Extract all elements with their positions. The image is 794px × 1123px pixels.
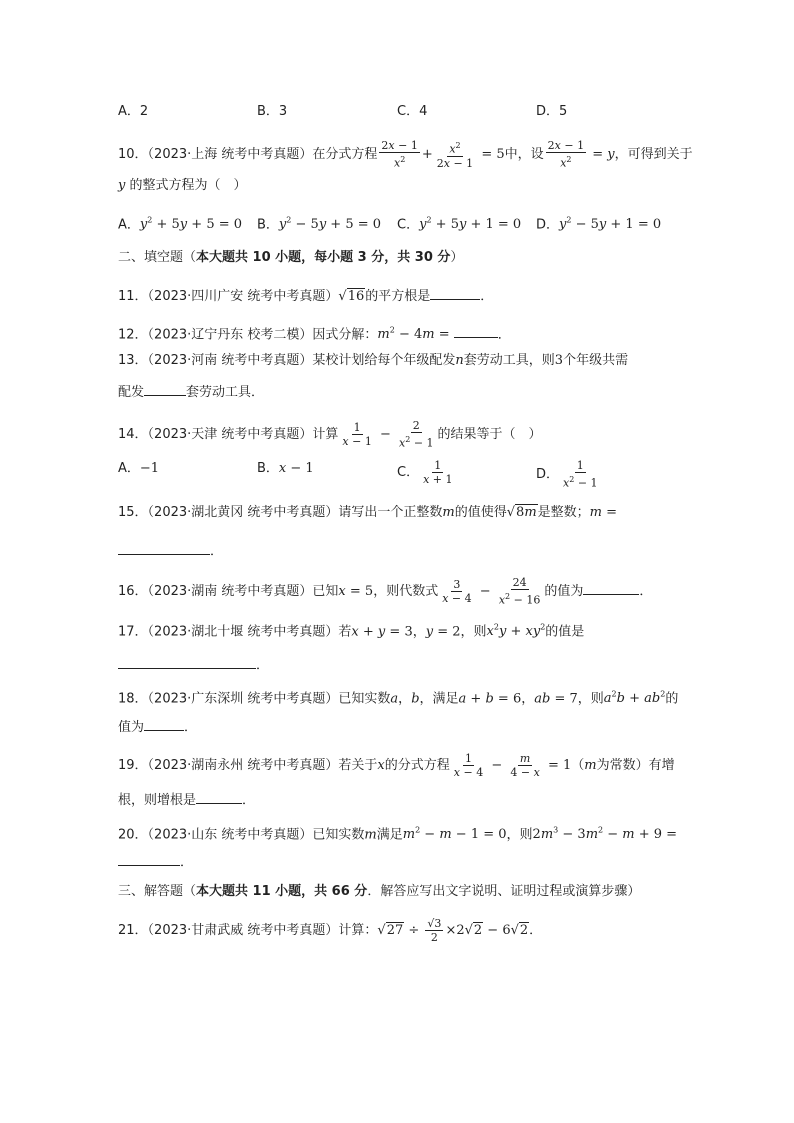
q14-option-a: A．−1: [118, 461, 160, 476]
q14-option-b: B．x − 1: [257, 461, 314, 476]
question-13: 13．（2023·河南 统考中考真题）某校计划给每个年级配发n套劳动工具，则3个年级共需: [118, 353, 629, 368]
answer-blank[interactable]: [144, 381, 186, 396]
question-20: 20．（2023·山东 统考中考真题）已知实数m满足$m^2 - m - 1 = 0$，则$2m^3 - 3m^2 - m + 9$ =: [118, 826, 678, 843]
q9-option-c: C．4: [397, 104, 428, 119]
q10-middle: 中，设: [504, 146, 544, 162]
q13-line2: 配发 套劳动工具．: [118, 381, 264, 403]
q10-fraction-1: $\frac{2x - 1}{x^2}$: [381, 139, 418, 170]
answer-blank[interactable]: [430, 285, 480, 300]
question-14: 14．（2023·天津 统考中考真题）计算 $\frac{1}{x - 1}$ − $\frac{2}{x^2 - 1}$ 的结果等于（ ）: [118, 419, 542, 450]
question-21: 21．（2023·甘肃武威 统考中考真题）计算：√27 ÷ $\frac{√3}{2}$ ×2√2 − 6√2．: [118, 917, 543, 944]
question-18: 18．（2023·广东深圳 统考中考真题）已知实数a，b，满足a + b = 6，ab = 7，则$a^2b + ab^2$的: [118, 690, 679, 707]
answer-blank[interactable]: [118, 851, 180, 866]
q15-line2: ．: [118, 540, 223, 562]
q10-prefix: 10．（2023·上海 统考中考真题）在分式方程: [118, 146, 378, 162]
q10-fraction-3: $\frac{2x - 1}{x^2}$: [547, 139, 585, 170]
answer-blank[interactable]: [144, 716, 184, 731]
q9-option-b: B．3: [257, 104, 288, 119]
q14-option-c: C． $\frac{1}{x + 1}$: [397, 459, 453, 486]
q10-option-d: D．$y^2 - 5y + 1 = 0$: [536, 216, 662, 233]
question-12: 12．（2023·辽宁丹东 校考二模）因式分解：$m^2 - 4m$ = ．: [118, 321, 511, 345]
question-11: 11．（2023·四川广安 统考中考真题）√16的平方根是 ．: [118, 285, 493, 307]
q10-option-c: C．$y^2 + 5y + 1 = 0$: [397, 216, 522, 233]
answer-blank[interactable]: [583, 580, 639, 595]
q10-line2-text: 的整式方程为（ ）: [129, 178, 247, 193]
answer-blank[interactable]: [118, 654, 256, 669]
answer-blank[interactable]: [454, 323, 498, 338]
question-16: 16．（2023·湖南 统考中考真题）已知x = 5，则代数式 $\frac{3}{x - 4}$ − $\frac{24}{x^2 - 16}$ 的值为 ．: [118, 576, 653, 607]
answer-blank[interactable]: [196, 789, 242, 804]
q10-option-a: A．$y^2 + 5y + 5 = 0$: [118, 216, 243, 233]
q20-line2: ．: [118, 851, 193, 873]
question-15: 15．（2023·湖北黄冈 统考中考真题）请写出一个正整数m的值使得√8m是整数；m =: [118, 505, 618, 520]
q10-fraction-2: $\frac{x^2}{2x - 1}$: [436, 141, 474, 170]
q17-line2: ．: [118, 654, 269, 676]
question-19: 19．（2023·湖南永州 统考中考真题）若关于x的分式方程 $\frac{1}{x - 4}$ − $\frac{m}{4 - x}$ = 1（m为常数）有增: [118, 752, 675, 779]
section-2-heading: 二、填空题（本大题共 10 小题，每小题 3 分，共 30 分）: [118, 250, 464, 265]
question-17: 17．（2023·湖北十堰 统考中考真题）若x + y = 3，y = 2，则$x^2y + xy^2$的值是: [118, 623, 585, 640]
q10-line2: y 的整式方程为（ ）: [118, 178, 247, 193]
q9-option-a: A．2: [118, 104, 149, 119]
q14-option-d: D． $\frac{1}{x^2 - 1}$: [536, 459, 598, 490]
q10-suffix: ，可得到关于: [614, 146, 693, 162]
answer-blank[interactable]: [118, 540, 210, 555]
q9-option-d: D．5: [536, 104, 568, 119]
q19-line2: 根，则增根是 ．: [118, 789, 255, 811]
section-3-heading: 三、解答题（本大题共 11 小题，共 66 分．解答应写出文字说明、证明过程或演算步骤）: [118, 884, 641, 899]
q18-line2: 值为 ．: [118, 716, 197, 738]
q10-option-b: B．$y^2 - 5y + 5 = 0$: [257, 216, 382, 233]
question-10: 10．（2023·上海 统考中考真题）在分式方程 $\frac{2x - 1}{x^2}$ + $\frac{x^2}{2x - 1}$ = 5中，设 $\frac{2x - 1}{x^2}$ = y，可得到关于: [118, 139, 693, 170]
